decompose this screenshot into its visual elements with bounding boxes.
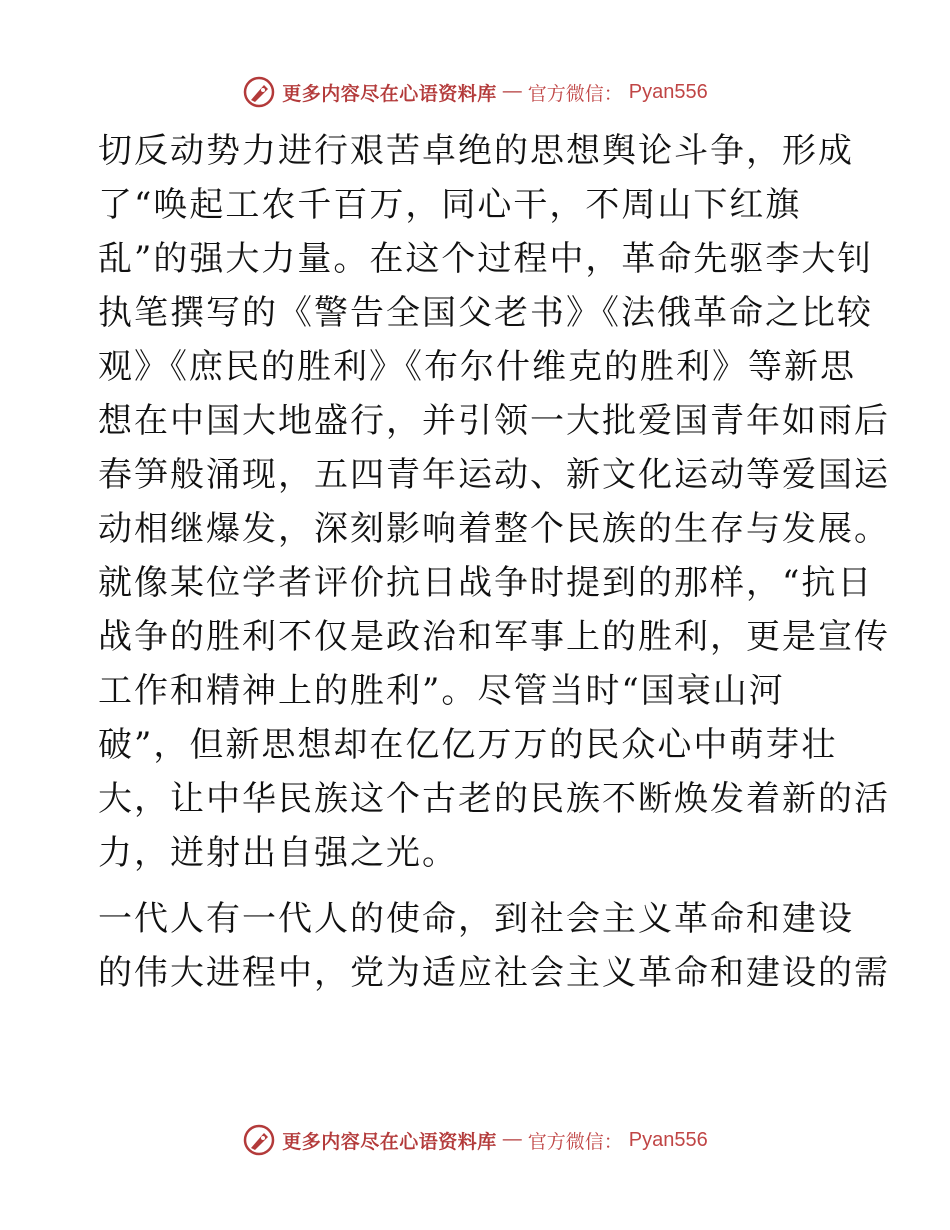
text-line: 执笔撰写的《警告全国父老书》《法俄革命之比较 xyxy=(98,293,873,333)
header-wechat-label: 官方微信： xyxy=(527,82,623,105)
text-line: 破”，但新思想却在亿亿万万的民众心中萌芽壮 xyxy=(98,725,838,765)
footer-brand-text: 更多内容尽在心语资料库 xyxy=(282,1130,497,1153)
text-line: 春笋般涌现，五四青年运动、新文化运动等爱国运 xyxy=(98,455,890,495)
header-wechat-id: Pyan556 xyxy=(628,80,708,103)
header-banner xyxy=(0,72,950,112)
footer-wechat-id: Pyan556 xyxy=(628,1128,708,1151)
pen-nib-logo-icon xyxy=(242,1123,276,1157)
header-dash: — xyxy=(502,81,522,102)
footer-wechat-label: 官方微信： xyxy=(527,1130,623,1153)
text-line: 工作和精神上的胜利”。尽管当时“国衰山河 xyxy=(98,671,785,711)
text-line: 就像某位学者评价抗日战争时提到的那样，“抗日 xyxy=(98,563,874,603)
text-line: 乱”的强大力量。在这个过程中，革命先驱李大钊 xyxy=(98,239,874,279)
paragraph-spacer xyxy=(98,880,858,892)
text-line: 想在中国大地盛行，并引领一大批爱国青年如雨后 xyxy=(98,401,890,441)
text-line: 大，让中华民族这个古老的民族不断焕发着新的活 xyxy=(98,779,890,819)
text-line: 动相继爆发，深刻影响着整个民族的生存与发展。 xyxy=(98,509,890,549)
text-line: 一代人有一代人的使命，到社会主义革命和建设 xyxy=(98,899,854,939)
paragraph-2 xyxy=(98,892,890,1000)
paragraph-1 xyxy=(98,124,890,880)
document-body xyxy=(98,124,890,1000)
text-line: 战争的胜利不仅是政治和军事上的胜利，更是宣传 xyxy=(98,617,890,657)
text-line: 力，迸射出自强之光。 xyxy=(98,833,458,873)
text-line: 了“唤起工农千百万，同心干，不周山下红旗 xyxy=(98,185,802,225)
footer-banner xyxy=(0,1120,950,1160)
pen-nib-logo-icon xyxy=(242,75,276,109)
text-line: 观》《庶民的胜利》《布尔什维克的胜利》等新思 xyxy=(98,347,856,387)
header-brand-text: 更多内容尽在心语资料库 xyxy=(282,82,497,105)
text-line: 切反动势力进行艰苦卓绝的思想舆论斗争，形成 xyxy=(98,131,854,171)
footer-dash: — xyxy=(502,1129,522,1150)
text-line: 的伟大进程中，党为适应社会主义革命和建设的需 xyxy=(98,953,890,993)
